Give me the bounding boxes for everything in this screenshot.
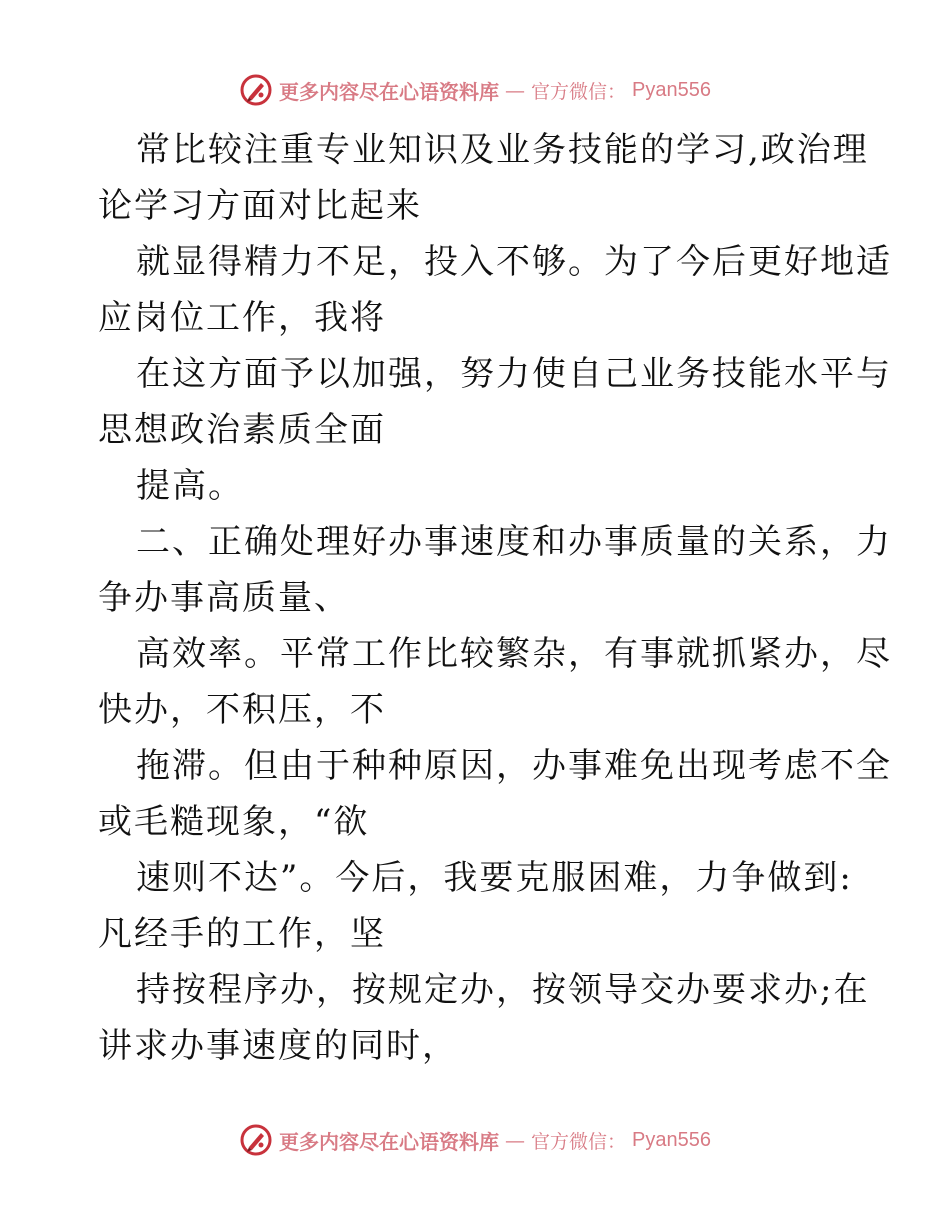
text-line: 凡经手的工作，坚: [98, 914, 386, 954]
text-line: 二、正确处理好办事速度和办事质量的关系，力: [136, 522, 892, 562]
text-line: 讲求办事速度的同时，: [98, 1026, 458, 1066]
text-line: 常比较注重专业知识及业务技能的学习,政治理: [136, 130, 869, 170]
text-line: 快办，不积压，不: [98, 690, 386, 730]
watermark-separator: —: [505, 78, 525, 102]
text-line: 高效率。平常工作比较繁杂，有事就抓紧办，尽: [136, 634, 892, 674]
watermark-label: 官方微信：: [531, 80, 627, 103]
text-line: 或毛糙现象，“欲: [98, 802, 370, 842]
watermark-main-text: 更多内容尽在心语资料库: [279, 1129, 499, 1154]
text-line: 应岗位工作，我将: [98, 298, 386, 338]
watermark-wechat-id: Pyan556: [632, 1128, 711, 1151]
watermark-main-text: 更多内容尽在心语资料库: [279, 79, 499, 104]
text-line: 争办事高质量、: [98, 578, 350, 618]
text-line: 速则不达”。今后，我要克服困难，力争做到:: [136, 858, 853, 898]
watermark-label: 官方微信：: [531, 1130, 627, 1153]
pen-logo-icon: [239, 73, 273, 107]
header-watermark: [0, 70, 950, 110]
watermark-separator: —: [505, 1128, 525, 1152]
text-line: 提高。: [136, 466, 244, 506]
footer-watermark: [0, 1120, 950, 1160]
document-body: [98, 122, 892, 1074]
text-line: 论学习方面对比起来: [98, 186, 422, 226]
pen-logo-icon: [239, 1123, 273, 1157]
text-line: 持按程序办，按规定办，按领导交办要求办;在: [136, 970, 870, 1010]
text-line: 在这方面予以加强，努力使自己业务技能水平与: [136, 354, 892, 394]
text-line: 拖滞。但由于种种原因，办事难免出现考虑不全: [136, 746, 892, 786]
body-paragraph: [98, 122, 892, 1074]
text-line: 就显得精力不足，投入不够。为了今后更好地适: [136, 242, 892, 282]
text-line: 思想政治素质全面: [98, 410, 386, 450]
watermark-wechat-id: Pyan556: [632, 78, 711, 101]
